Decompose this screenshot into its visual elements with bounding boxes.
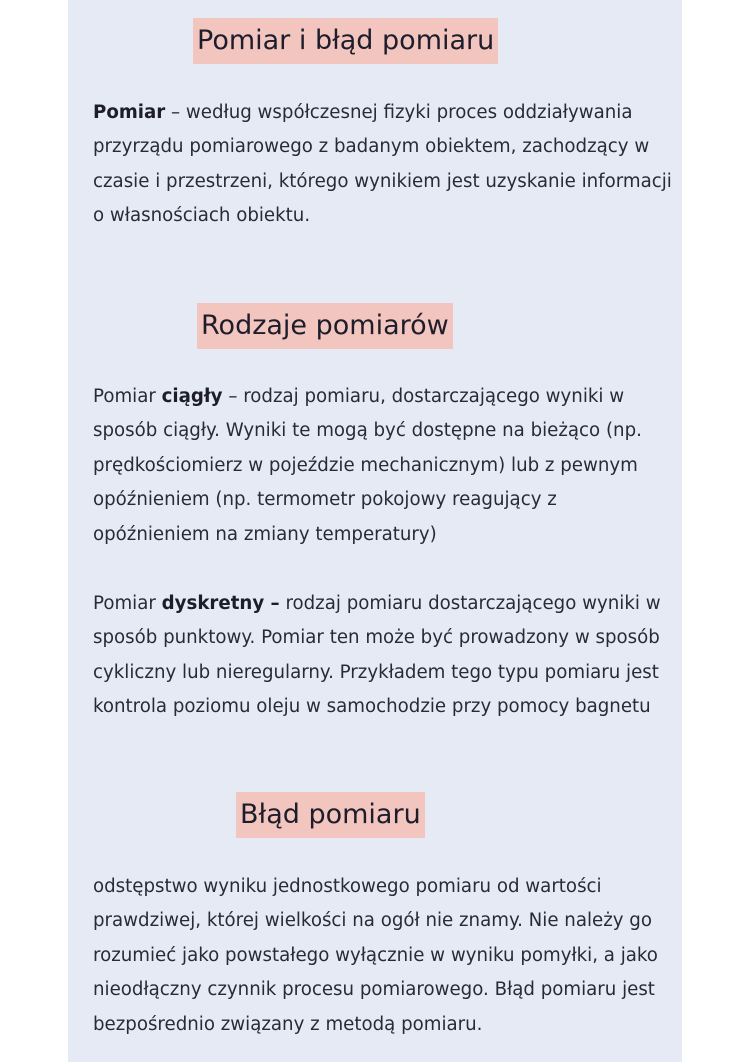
discrete-text: rodzaj pomiaru dostarczającego wyniki w sposób punktowy. Pomiar ten może być prowadzony w sposób cykliczny lub nieregularny. Przykładem tego typu pomiaru jest kontrola poziomu oleju w samochodzie przy pomocy bagnetu (93, 593, 661, 718)
continuous-text: – rodzaj pomiaru, dostarczającego wyniki w sposób ciągły. Wyniki te mogą być dostępne na bieżąco (np. prędkościomierz w pojeździe mechanicznym) lub z pewnym opóźnieniem (np. termometr pokojowy reagujący z opóźnieniem na zmiany temperatury) (93, 386, 642, 545)
term-pomiar: Pomiar (93, 102, 166, 123)
term-continuous: ciągły (161, 386, 223, 407)
term-discrete: dyskretny – (161, 593, 280, 614)
notes-page (68, 0, 682, 1062)
types-heading: Rodzaje pomiarów (197, 303, 453, 349)
definition-text: – według współczesnej fizyki proces oddziaływania przyrządu pomiarowego z badanym obiektem, zachodzący w czasie i przestrzeni, którego wynikiem jest uzyskanie informacji o własnościach obiektu. (93, 102, 672, 227)
discrete-prefix: Pomiar (93, 593, 162, 614)
discrete-measurement (93, 587, 673, 725)
continuous-prefix: Pomiar (93, 386, 162, 407)
continuous-measurement (93, 380, 673, 552)
title-heading: Pomiar i błąd pomiaru (193, 18, 498, 64)
error-heading: Błąd pomiaru (236, 792, 425, 838)
error-definition: odstępstwo wyniku jednostkowego pomiaru od wartości prawdziwej, której wielkości na ogół nie znamy. Nie należy go rozumieć jako powstałego wyłącznie w wyniku pomyłki, a jako nieodłączny czynnik procesu pomiarowego. Błąd pomiaru jest bezpośrednio związany z metodą pomiaru. (93, 876, 658, 1035)
measurement-definition (93, 96, 673, 234)
